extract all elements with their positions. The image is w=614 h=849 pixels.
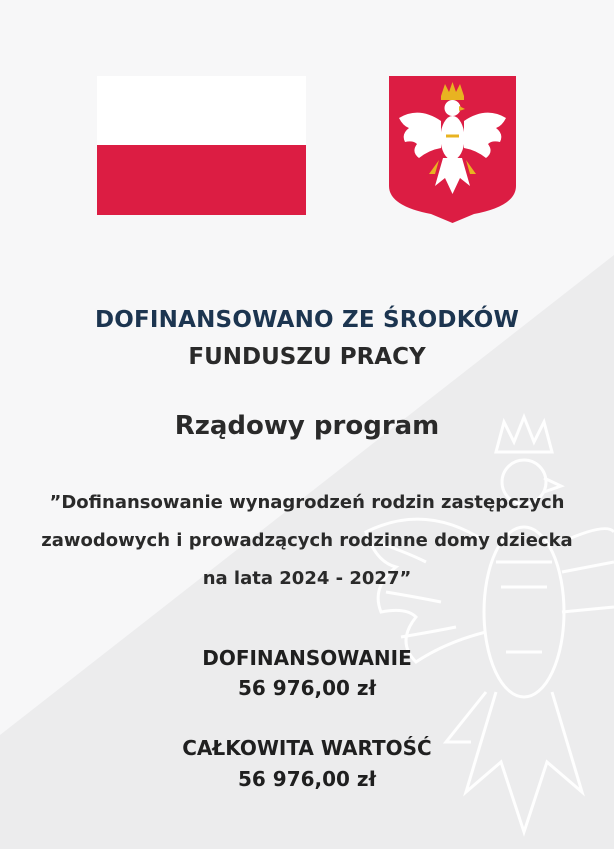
total-value-label: CAŁKOWITA WARTOŚĆ — [182, 736, 432, 760]
white-eagle-coat-of-arms-icon — [389, 76, 516, 223]
program-name-line: zawodowych i prowadzących rodzinne domy dziecka — [41, 530, 573, 551]
program-name — [20, 484, 594, 598]
total-value-amount: 56 976,00 zł — [238, 767, 376, 791]
program-name-line: ”Dofinansowanie wynagrodzeń rodzin zastępczych — [49, 492, 565, 513]
funding-value: 56 976,00 zł — [238, 676, 376, 700]
polish-flag-icon — [97, 76, 306, 215]
heading-line-2: FUNDUSZU PRACY — [188, 344, 426, 370]
program-label: Rządowy program — [174, 411, 440, 441]
program-name-line: na lata 2024 - 2027” — [202, 568, 412, 589]
funding-label: DOFINANSOWANIE — [202, 646, 412, 670]
heading-line-1: DOFINANSOWANO ZE ŚRODKÓW — [94, 307, 520, 333]
